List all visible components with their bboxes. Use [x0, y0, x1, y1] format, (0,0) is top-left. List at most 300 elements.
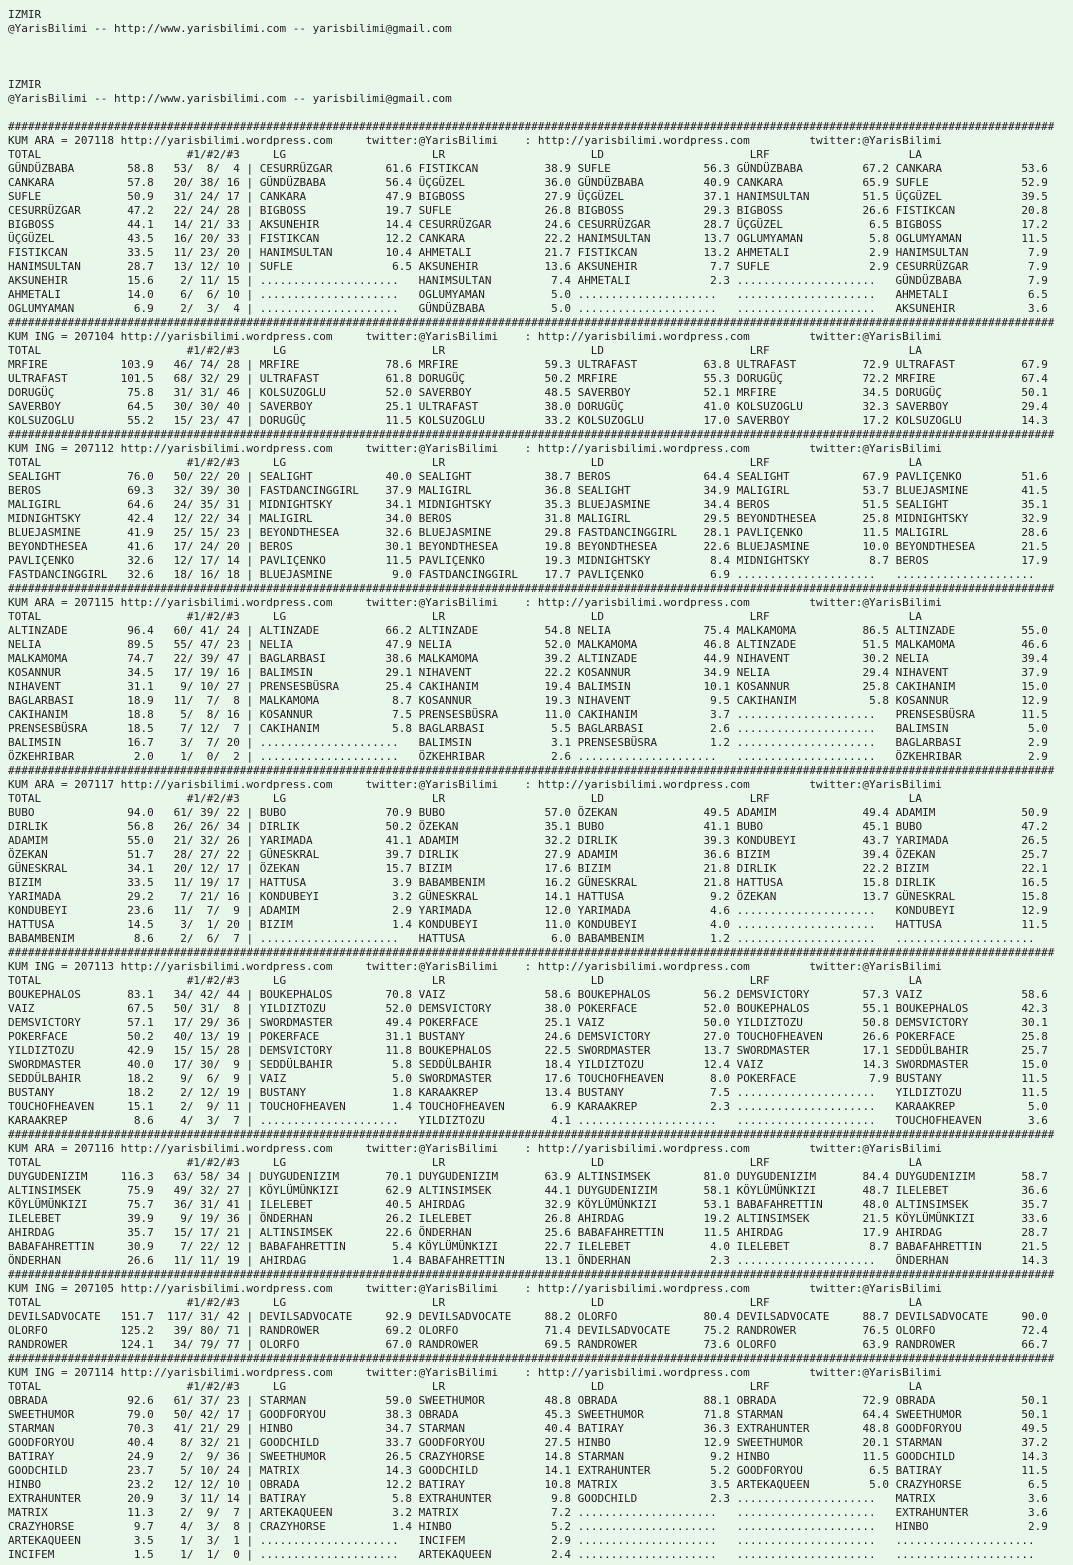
ld-horse-name: SEALIGHT	[577, 484, 697, 497]
column-divider: |	[239, 1324, 260, 1337]
lg-horse-name: ULTRAFAST	[259, 372, 379, 385]
total-value: 1.5	[120, 1548, 154, 1561]
lr-value: 59.3	[537, 358, 578, 371]
lrf-value: 72.2	[855, 372, 896, 385]
spacer	[154, 1198, 167, 1211]
lg-value: 41.1	[378, 834, 419, 847]
lrf-horse-name: SWORDMASTER	[736, 1044, 856, 1057]
table-row	[8, 624, 1073, 638]
lg-value: 52.0	[378, 1002, 419, 1015]
column-divider: |	[239, 1170, 260, 1183]
column-divider: |	[239, 1226, 260, 1239]
lr-value: 31.8	[537, 512, 578, 525]
race-section	[8, 1128, 1073, 1268]
table-row	[8, 512, 1073, 526]
horse-name: KOSANNUR	[8, 666, 121, 679]
lrf-empty-dots: .....................	[736, 1548, 896, 1561]
spacer	[154, 288, 167, 301]
total-value: 33.5	[120, 876, 154, 889]
table-row	[8, 666, 1073, 680]
la-value: 51.6	[1014, 470, 1055, 483]
table-row	[8, 1422, 1073, 1436]
column-divider: |	[239, 246, 260, 259]
lrf-value: 13.7	[855, 890, 896, 903]
lrf-value: 43.7	[855, 834, 896, 847]
spacer	[154, 498, 167, 511]
lrf-horse-name: SWEETHUMOR	[736, 1436, 856, 1449]
column-divider: |	[239, 736, 260, 749]
lg-horse-name: BIZIM	[259, 918, 379, 931]
la-value: 22.1	[1014, 862, 1055, 875]
la-value: 17.2	[1014, 218, 1055, 231]
spacer	[154, 176, 167, 189]
lrf-empty-dots: .....................	[736, 274, 896, 287]
lr-value: 6.9	[537, 1100, 578, 1113]
spacer	[333, 960, 366, 973]
lg-horse-name: DUYGUDENIZIM	[259, 1170, 379, 1183]
twitter-handle: twitter:@YarisBilimi	[809, 1366, 942, 1379]
table-row	[8, 806, 1073, 820]
ld-value: 29.3	[696, 204, 737, 217]
total-value: 23.6	[120, 904, 154, 917]
table-row	[8, 1072, 1073, 1086]
column-divider: |	[239, 260, 260, 273]
la-value: 11.5	[1014, 1464, 1055, 1477]
la-horse-name: BATIRAY	[895, 1464, 1015, 1477]
lrf-value: 8.7	[855, 554, 896, 567]
total-value: 34.1	[120, 862, 154, 875]
lg-horse-name: HATTUSA	[259, 876, 379, 889]
lg-empty-dots: .....................	[259, 932, 419, 945]
la-empty-dots: .....................	[895, 932, 1055, 945]
spacer	[154, 400, 167, 413]
spacer	[750, 134, 810, 147]
spacer	[154, 918, 167, 931]
table-row	[8, 1394, 1073, 1408]
lrf-value: 17.9	[855, 1226, 896, 1239]
lr-value: 24.6	[537, 1030, 578, 1043]
site-url: http://yarisbilimi.wordpress.com	[537, 1282, 750, 1295]
spacer	[154, 848, 167, 861]
lg-horse-name: ARTEKAQUEEN	[259, 1506, 379, 1519]
lr-value: 11.0	[537, 708, 578, 721]
lrf-horse-name: ILELEBET	[736, 1240, 856, 1253]
lg-value: 26.2	[378, 1212, 419, 1225]
lrf-empty-dots: .....................	[736, 918, 896, 931]
ld-value: 5.2	[696, 1464, 737, 1477]
ld-horse-name: CAKIHANIM	[577, 708, 697, 721]
lr-value: 7.2	[537, 1506, 578, 1519]
table-row	[8, 1338, 1073, 1352]
column-divider: |	[239, 624, 260, 637]
column-divider: |	[239, 1058, 260, 1071]
placing-counts: 61/ 37/ 23	[166, 1394, 240, 1407]
horse-name: NIHAVENT	[8, 680, 121, 693]
placing-counts: 11/ 7/ 8	[166, 694, 240, 707]
horse-name: SUFLE	[8, 190, 121, 203]
lr-horse-name: OLORFO	[418, 1324, 538, 1337]
placing-counts: 117/ 31/ 42	[166, 1310, 240, 1323]
spacer	[154, 358, 167, 371]
spacer	[333, 1142, 366, 1155]
placing-counts: 2/ 12/ 19	[166, 1086, 240, 1099]
horse-name: ADAMIM	[8, 834, 121, 847]
site-url: http://yarisbilimi.wordpress.com	[120, 1142, 333, 1155]
column-divider: |	[239, 554, 260, 567]
horse-name: YARIMADA	[8, 890, 121, 903]
lr-horse-name: BLUEJASMINE	[418, 526, 538, 539]
lrf-value: 5.0	[855, 1478, 896, 1491]
placing-counts: 5/ 8/ 16	[166, 708, 240, 721]
lg-horse-name: MALKAMOMA	[259, 694, 379, 707]
byline: @YarisBilimi -- http://www.yarisbilimi.com -- yarisbilimi@gmail.com	[8, 92, 452, 105]
table-row	[8, 1058, 1073, 1072]
ld-value: 21.8	[696, 862, 737, 875]
la-horse-name: ILELEBET	[895, 1184, 1015, 1197]
lg-horse-name: VAIZ	[259, 1072, 379, 1085]
horse-name: SWEETHUMOR	[8, 1408, 121, 1421]
lg-horse-name: BABAFAHRETTIN	[259, 1240, 379, 1253]
ld-value: 6.9	[696, 568, 737, 581]
total-value: 75.9	[120, 1184, 154, 1197]
lrf-horse-name: AHMETALI	[736, 246, 856, 259]
lr-horse-name: AKSUNEHIR	[418, 260, 538, 273]
total-value: 9.7	[120, 1520, 154, 1533]
lr-horse-name: STARMAN	[418, 1422, 538, 1435]
table-row	[8, 162, 1073, 176]
placing-counts: 34/ 79/ 77	[166, 1338, 240, 1351]
ld-horse-name: EXTRAHUNTER	[577, 1464, 697, 1477]
placing-counts: 17/ 24/ 20	[166, 540, 240, 553]
total-value: 79.0	[120, 1408, 154, 1421]
table-row	[8, 1198, 1073, 1212]
spacer	[333, 1366, 366, 1379]
lr-horse-name: BEYONDTHESEA	[418, 540, 538, 553]
column-divider: |	[239, 1464, 260, 1477]
lr-horse-name: SWORDMASTER	[418, 1072, 538, 1085]
placing-counts: 46/ 74/ 28	[166, 358, 240, 371]
table-row	[8, 638, 1073, 652]
lr-horse-name: FASTDANCINGGIRL	[418, 568, 538, 581]
race-id: KUM ING = 207112	[8, 442, 121, 455]
horse-name: ALTINSIMSEK	[8, 1184, 121, 1197]
column-divider: |	[239, 274, 260, 287]
lg-value: 34.1	[378, 498, 419, 511]
placing-counts: 17/ 29/ 36	[166, 1016, 240, 1029]
total-value: 75.7	[120, 1198, 154, 1211]
la-horse-name: BEROS	[895, 554, 1015, 567]
spacer	[154, 1240, 167, 1253]
column-divider: |	[239, 288, 260, 301]
race-section	[8, 764, 1073, 946]
la-value: 17.9	[1014, 554, 1055, 567]
lrf-value: 32.3	[855, 400, 896, 413]
table-row	[8, 834, 1073, 848]
spacer: :	[498, 596, 538, 609]
lg-horse-name: KÖYLÜMÜNKIZI	[259, 1184, 379, 1197]
column-divider: |	[239, 1548, 260, 1561]
spacer	[154, 1478, 167, 1491]
la-value: 37.9	[1014, 666, 1055, 679]
placing-counts: 13/ 12/ 10	[166, 260, 240, 273]
table-row	[8, 386, 1073, 400]
lr-horse-name: CESURRÜZGAR	[418, 218, 538, 231]
la-horse-name: CANKARA	[895, 162, 1015, 175]
spacer	[750, 1366, 810, 1379]
placing-counts: 1/ 1/ 0	[166, 1548, 240, 1561]
lg-value: 14.4	[378, 218, 419, 231]
placing-counts: 12/ 17/ 14	[166, 554, 240, 567]
spacer	[154, 1184, 167, 1197]
spacer	[333, 596, 366, 609]
table-row	[8, 568, 1073, 582]
lg-horse-name: BOUKEPHALOS	[259, 988, 379, 1001]
lrf-horse-name: BEYONDTHESEA	[736, 512, 856, 525]
column-divider: |	[239, 1198, 260, 1211]
la-value: 2.9	[1014, 736, 1055, 749]
lg-horse-name: MATRIX	[259, 1464, 379, 1477]
lr-value: 19.3	[537, 554, 578, 567]
lr-value: 71.4	[537, 1324, 578, 1337]
lr-value: 25.6	[537, 1226, 578, 1239]
total-value: 74.7	[120, 652, 154, 665]
ld-horse-name: VAIZ	[577, 1016, 697, 1029]
la-empty-dots: .....................	[895, 1548, 1055, 1561]
column-divider: |	[239, 1422, 260, 1435]
spacer	[154, 274, 167, 287]
ld-value: 13.7	[696, 1044, 737, 1057]
column-divider: |	[239, 484, 260, 497]
table-row	[8, 232, 1073, 246]
total-value: 8.6	[120, 932, 154, 945]
spacer	[154, 666, 167, 679]
ld-value: 52.0	[696, 1002, 737, 1015]
total-value: 29.2	[120, 890, 154, 903]
lrf-value: 11.5	[855, 1450, 896, 1463]
section-header	[8, 134, 1073, 148]
spacer	[750, 1142, 810, 1155]
ld-value: 41.1	[696, 820, 737, 833]
la-horse-name: FISTIKCAN	[895, 204, 1015, 217]
lr-value: 36.0	[537, 176, 578, 189]
la-horse-name: KOSANNUR	[895, 694, 1015, 707]
lr-horse-name: HANIMSULTAN	[418, 274, 538, 287]
column-divider: |	[239, 876, 260, 889]
ld-horse-name: MIDNIGHTSKY	[577, 554, 697, 567]
site-url: http://yarisbilimi.wordpress.com	[537, 134, 750, 147]
lg-value: 66.2	[378, 624, 419, 637]
lr-value: 9.8	[537, 1492, 578, 1505]
placing-counts: 2/ 9/ 7	[166, 1506, 240, 1519]
lrf-horse-name: DORUGÜÇ	[736, 372, 856, 385]
section-separator: ##############################################################################################################################################################	[8, 1352, 1055, 1365]
lrf-horse-name: MRFIRE	[736, 386, 856, 399]
ld-horse-name: BABAFAHRETTIN	[577, 1226, 697, 1239]
ld-value: 56.3	[696, 162, 737, 175]
total-value: 40.0	[120, 1058, 154, 1071]
lr-value: 22.7	[537, 1240, 578, 1253]
lg-horse-name: RANDROWER	[259, 1324, 379, 1337]
placing-counts: 63/ 58/ 34	[166, 1170, 240, 1183]
lr-horse-name: KOSANNUR	[418, 694, 538, 707]
lrf-horse-name: DEMSVICTORY	[736, 988, 856, 1001]
twitter-handle: twitter:@YarisBilimi	[365, 1142, 499, 1155]
placing-counts: 12/ 22/ 34	[166, 512, 240, 525]
ld-horse-name: BIZIM	[577, 862, 697, 875]
spacer	[154, 1338, 167, 1351]
la-value: 42.3	[1014, 1002, 1055, 1015]
total-value: 50.2	[120, 1030, 154, 1043]
table-row	[8, 218, 1073, 232]
ld-horse-name: TOUCHOFHEAVEN	[577, 1072, 697, 1085]
horse-name: DUYGUDENIZIM	[8, 1170, 121, 1183]
lg-horse-name: YILDIZTOZU	[259, 1002, 379, 1015]
lrf-value: 6.5	[855, 218, 896, 231]
lr-value: 14.1	[537, 1464, 578, 1477]
column-divider: |	[239, 1310, 260, 1323]
la-horse-name: YARIMADA	[895, 834, 1015, 847]
spacer	[154, 302, 167, 315]
lr-value: 52.0	[537, 638, 578, 651]
la-horse-name: HANIMSULTAN	[895, 246, 1015, 259]
lrf-horse-name: ADAMIM	[736, 806, 856, 819]
placing-counts: 9/ 6/ 9	[166, 1072, 240, 1085]
lg-value: 47.9	[378, 190, 419, 203]
table-row	[8, 1534, 1073, 1548]
lr-value: 69.5	[537, 1338, 578, 1351]
table-row	[8, 890, 1073, 904]
lrf-value: 51.5	[855, 638, 896, 651]
spacer	[750, 330, 810, 343]
section-separator: ##############################################################################################################################################################	[8, 1268, 1055, 1281]
lg-horse-name: CRAZYHORSE	[259, 1520, 379, 1533]
lg-value: 31.1	[378, 1030, 419, 1043]
ld-value: 2.6	[696, 722, 737, 735]
race-sections	[8, 120, 1073, 1562]
ld-value: 13.2	[696, 246, 737, 259]
lg-horse-name: DORUGÜÇ	[259, 414, 379, 427]
horse-name: BEYONDTHESEA	[8, 540, 121, 553]
lg-horse-name: ILELEBET	[259, 1198, 379, 1211]
total-value: 70.3	[120, 1422, 154, 1435]
lr-value: 33.2	[537, 414, 578, 427]
lr-horse-name: TOUCHOFHEAVEN	[418, 1100, 538, 1113]
lr-value: 11.0	[537, 918, 578, 931]
spacer	[333, 1282, 366, 1295]
horse-name: HANIMSULTAN	[8, 260, 121, 273]
la-value: 28.7	[1014, 1226, 1055, 1239]
twitter-handle: twitter:@YarisBilimi	[809, 330, 942, 343]
la-value: 39.4	[1014, 652, 1055, 665]
lrf-horse-name: SAVERBOY	[736, 414, 856, 427]
lg-horse-name: BALIMSIN	[259, 666, 379, 679]
lg-value: 61.6	[378, 162, 419, 175]
column-divider: |	[239, 1212, 260, 1225]
column-divider: |	[239, 568, 260, 581]
column-divider: |	[239, 1044, 260, 1057]
la-value: 25.8	[1014, 1030, 1055, 1043]
lrf-value: 34.5	[855, 386, 896, 399]
total-value: 23.7	[120, 1464, 154, 1477]
total-value: 96.4	[120, 624, 154, 637]
lr-value: 32.2	[537, 834, 578, 847]
lrf-value: 21.5	[855, 1212, 896, 1225]
ld-value: 21.8	[696, 876, 737, 889]
la-value: 90.0	[1014, 1310, 1055, 1323]
la-horse-name: KÖYLÜMÜNKIZI	[895, 1212, 1015, 1225]
lr-horse-name: AHMETALI	[418, 246, 538, 259]
total-value: 42.4	[120, 512, 154, 525]
lr-value: 3.1	[537, 736, 578, 749]
lr-horse-name: CRAZYHORSE	[418, 1450, 538, 1463]
placing-counts: 14/ 21/ 33	[166, 218, 240, 231]
la-horse-name: PRENSESBÜSRA	[895, 708, 1015, 721]
ld-horse-name: ADAMIM	[577, 848, 697, 861]
lg-value: 38.3	[378, 1408, 419, 1421]
ld-horse-name: POKERFACE	[577, 1002, 697, 1015]
column-divider: |	[239, 750, 260, 763]
blank-line	[8, 64, 1073, 78]
column-headers: TOTAL #1/#2/#3 LG LR LD LRF LA	[8, 1156, 1055, 1169]
total-value: 103.9	[120, 358, 154, 371]
ld-value: 75.4	[696, 624, 737, 637]
table-row	[8, 1548, 1073, 1562]
lrf-horse-name: OLORFO	[736, 1338, 856, 1351]
la-horse-name: KOLSUZOGLU	[895, 414, 1015, 427]
lr-value: 19.4	[537, 680, 578, 693]
twitter-handle: twitter:@YarisBilimi	[365, 330, 499, 343]
lg-horse-name: BEROS	[259, 540, 379, 553]
horse-name: BALIMSIN	[8, 736, 121, 749]
race-section	[8, 1352, 1073, 1562]
city-label: IZMIR	[8, 8, 42, 21]
lg-horse-name: SAVERBOY	[259, 400, 379, 413]
column-headers: TOTAL #1/#2/#3 LG LR LD LRF LA	[8, 344, 1055, 357]
lr-value: 4.1	[537, 1114, 578, 1127]
table-row	[8, 1226, 1073, 1240]
lrf-horse-name: BLUEJASMINE	[736, 540, 856, 553]
column-divider: |	[239, 540, 260, 553]
lg-horse-name: POKERFACE	[259, 1030, 379, 1043]
spacer	[154, 414, 167, 427]
lr-horse-name: GÜNDÜZBABA	[418, 302, 538, 315]
total-value: 16.7	[120, 736, 154, 749]
lrf-horse-name: ALTINSIMSEK	[736, 1212, 856, 1225]
lg-horse-name: TOUCHOFHEAVEN	[259, 1100, 379, 1113]
la-value: 52.9	[1014, 176, 1055, 189]
lrf-horse-name: EXTRAHUNTER	[736, 1422, 856, 1435]
lg-empty-dots: .....................	[259, 1548, 419, 1561]
la-value: 49.5	[1014, 1422, 1055, 1435]
spacer	[154, 806, 167, 819]
lg-horse-name: MRFIRE	[259, 358, 379, 371]
lr-horse-name: DORUGÜÇ	[418, 372, 538, 385]
lrf-horse-name: ULTRAFAST	[736, 358, 856, 371]
la-value: 20.8	[1014, 204, 1055, 217]
table-row	[8, 750, 1073, 764]
ld-horse-name: YARIMADA	[577, 904, 697, 917]
la-horse-name: MALIGIRL	[895, 526, 1015, 539]
lr-horse-name: KÖYLÜMÜNKIZI	[418, 1240, 538, 1253]
column-divider: |	[239, 1534, 260, 1547]
ld-horse-name: BEYONDTHESEA	[577, 540, 697, 553]
horse-name: SWORDMASTER	[8, 1058, 121, 1071]
la-value: 15.8	[1014, 890, 1055, 903]
ld-value: 88.1	[696, 1394, 737, 1407]
ld-value: 44.9	[696, 652, 737, 665]
total-value: 116.3	[120, 1170, 154, 1183]
column-divider: |	[239, 1408, 260, 1421]
